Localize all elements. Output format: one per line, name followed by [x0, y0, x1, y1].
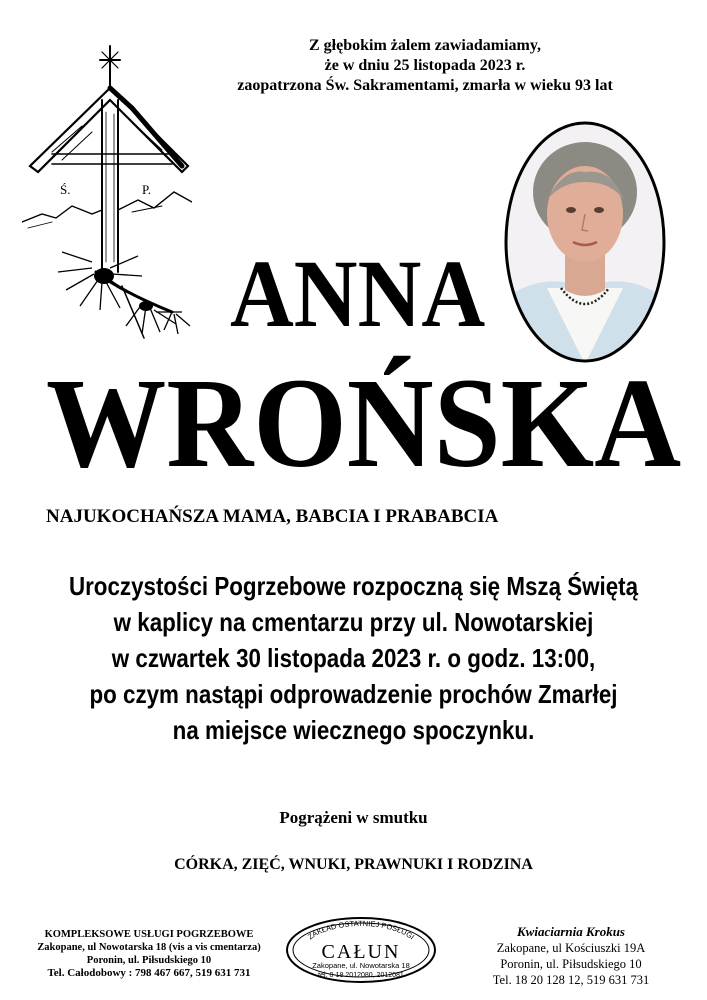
cross-inscription-right: P.: [142, 182, 152, 197]
funeral-line: w kaplicy na cmentarzu przy ul. Nowotarskiej: [113, 607, 594, 637]
announcement-intro: [190, 36, 660, 96]
funeral-home-address: Poronin, ul. Piłsudskiego 10: [86, 955, 212, 966]
logo-name: CAŁUN: [321, 941, 401, 963]
deceased-first-name: ANNA: [230, 240, 486, 347]
logo-address: Zakopane, ul. Nowotarska 18: [312, 961, 410, 970]
funeral-home-phone: Tel. Całodobowy : 798 467 667, 519 631 731: [47, 967, 251, 979]
florist-phone: Tel. 18 20 128 12, 519 631 731: [492, 973, 650, 987]
announcement-line: Z głębokim żalem zawiadamiamy,: [309, 37, 541, 54]
florist-info: [446, 924, 696, 988]
funeral-details: [0, 568, 707, 748]
announcement-line: zaopatrzona Św. Sakramentami, zmarła w wieku 93 lat: [237, 77, 613, 94]
deceased-surname: WROŃSKA: [46, 352, 682, 494]
logo-phone: tel. 0-18 2012080, 2012081: [318, 972, 404, 979]
logo-top-text: ZAKŁAD OSTATNIEJ POSŁUGI: [306, 918, 417, 942]
funeral-line: na miejsce wiecznego spoczynku.: [172, 715, 535, 745]
deceased-epithet: NAJUKOCHAŃSZA MAMA, BABCIA I PRABABCIA: [46, 506, 499, 527]
florist-address: Zakopane, ul Kościuszki 19A: [496, 941, 646, 955]
funeral-line: w czwartek 30 listopada 2023 r. o godz. 13:00,: [111, 643, 596, 673]
pine-cone-icon: [94, 268, 114, 284]
florist-name: Kwiaciarnia Krokus: [516, 924, 625, 939]
funeral-line: Uroczystości Pogrzebowe rozpoczną się Mszą Świętą: [68, 571, 639, 601]
mourners-heading: Pogrążeni w smutku: [279, 808, 428, 827]
funeral-home-address: Zakopane, ul Nowotarska 18 (vis a vis cmentarza): [37, 942, 261, 953]
announcement-line: że w dniu 25 listopada 2023 r.: [324, 57, 526, 74]
highland-cross-icon: [22, 42, 192, 342]
funeral-home-title: KOMPLEKSOWE USŁUGI POGRZEBOWE: [44, 929, 254, 940]
funeral-home-info: [14, 928, 284, 980]
calun-logo: [284, 914, 438, 984]
funeral-line: po czym nastąpi odprowadzenie prochów Zmarłej: [89, 679, 618, 709]
portrait-photo: [503, 120, 667, 364]
florist-address: Poronin, ul. Piłsudskiego 10: [500, 957, 642, 971]
cross-inscription-left: Ś.: [60, 182, 71, 197]
mourners-family: CÓRKA, ZIĘĆ, WNUKI, PRAWNUKI I RODZINA: [174, 856, 533, 873]
